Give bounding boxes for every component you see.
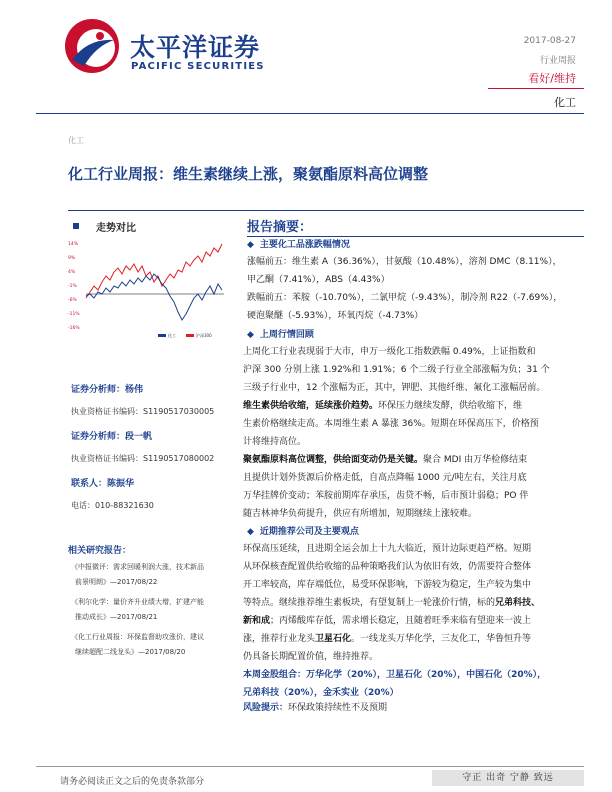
para-line: 随吉林神华负荷提升，供应有所增加，短期继续上涨较难。 <box>243 509 478 519</box>
down-line: 硬泡聚醚（-5.93%），环氧丙烷（-4.73%） <box>247 311 424 321</box>
related-item[interactable]: 《化工行业周报：环保监督助攻涨价，建议 <box>71 633 204 641</box>
para-line: 开工率较高，库存端低位，易受环保影响，下游较为稳定，生产较为集中 <box>243 580 532 590</box>
up-line: 涨幅前五：维生素 A（36.36%），甘氨酸（10.48%），溶剂 DMC（8.11%）， <box>247 257 562 267</box>
diamond-bullet-icon: ◆ <box>247 330 254 340</box>
trend-title: 走势对比 <box>96 223 136 234</box>
down-line: 跌幅前五：苯胺（-10.70%），二氯甲烷（-9.43%），制冷剂 R22（-7.69%）， <box>247 293 563 303</box>
related-item[interactable]: 前景明朗》—2017/08/22 <box>75 578 158 586</box>
tick-label: -16% <box>68 326 80 331</box>
contact-name: 联系人：陈振华 <box>71 479 135 489</box>
legend-entry: 化工 <box>168 333 176 338</box>
tick-label: 9% <box>68 256 76 261</box>
para-line: 新和成；丙烯酸库存低，需求增长稳定，且随着旺季来临有望迎来一波上 <box>243 616 532 626</box>
analyst-name: 证券分析师：杨伟 <box>71 385 144 395</box>
tick-label: 4% <box>68 270 76 275</box>
up-line: 甲乙酮（7.41%），ABS（4.43%） <box>247 275 390 285</box>
header-divider <box>36 113 584 114</box>
para-line: 沪深 300 分别上涨 1.92%和 1.91%；6 个二级子行业全部涨幅为负；31 个 <box>243 365 550 375</box>
report-type: 行业周报 <box>539 56 576 66</box>
para-line: 涨，推荐行业龙头卫星石化。一线龙头万华化学，三友化工，华鲁恒升等 <box>243 634 532 644</box>
portfolio-line: 兄弟科技（20%），金禾实业（20%） <box>243 688 399 698</box>
para-line: 等特点。继续推荐维生素板块，有望复制上一轮涨价行情，标的兄弟科技、 <box>243 598 541 608</box>
sector-label: 化工 <box>554 96 576 109</box>
portfolio-line: 本周金股组合：万华化学（20%），卫星石化（20%），中国石化（20%）， <box>243 670 547 680</box>
risk-line: 风险提示：环保政策持续性不及预期 <box>243 703 388 713</box>
tick-label: -1% <box>68 284 77 289</box>
rating-underline <box>488 88 584 89</box>
tick-label: 14% <box>68 242 79 247</box>
para-line: 生素价格继续走高。本周维生素 A 暴涨 36%。短期在环保高压下，价格预 <box>243 419 539 429</box>
section-heading: ◆ 上周行情回顾 <box>247 330 314 340</box>
related-title: 相关研究报告： <box>68 546 132 556</box>
analyst2-name: 证券分析师：段一帆 <box>71 432 153 442</box>
summary-title: 报告摘要： <box>247 220 313 235</box>
para-line: 仍具备长期配置价值，维持推荐。 <box>243 652 379 662</box>
title-divider <box>68 210 584 211</box>
section-heading: ◆ 近期推荐公司及主要观点 <box>247 527 359 537</box>
square-bullet-icon <box>73 223 79 229</box>
footer-disclaimer: 请务必阅读正文之后的免责条款部分 <box>60 777 205 787</box>
para-line: 上周化工行业表现弱于大市，申万一级化工指数跌幅 0.49%，上证指数和 <box>243 347 536 357</box>
diamond-bullet-icon: ◆ <box>247 527 254 537</box>
pacific-securities-logo-icon <box>62 16 122 76</box>
report-date: 2017-08-27 <box>523 36 576 46</box>
footer-divider <box>36 766 584 767</box>
related-item[interactable]: 《中报微评：需求回暖利润大涨，技术新品 <box>71 563 204 571</box>
para-line: 计将维持高位。 <box>243 437 307 447</box>
para-line: 从环保核查配置供给收缩的品种策略我们认为依旧有效，仍需要符合整体 <box>243 562 532 572</box>
para-line: 环保高压延续，且进期全运会加上十九大临近，预计边际更趋严格。短期 <box>243 544 532 554</box>
related-item[interactable]: 推动成长》—2017/08/21 <box>75 613 158 621</box>
brand-name-en: PACIFIC SECURITIES <box>131 61 265 72</box>
para-line: 维生素供给收缩，延续涨价趋势。环保压力继续发酵，供给收缩下，维 <box>243 401 523 411</box>
legend-entry: 沪深300 <box>196 333 212 338</box>
related-item[interactable]: 继续超配二线龙头》—2017/08/20 <box>75 648 186 656</box>
contact-phone: 电话：010-88321630 <box>71 501 154 510</box>
analyst2-cert: 执业资格证书编码：S1190517080002 <box>71 454 215 463</box>
para-line: 且提供计划外货源后价格走低，自高点降幅 1000 元/吨左右，关注月底 <box>243 473 527 483</box>
section-heading: ◆ 主要化工品涨跌幅情况 <box>247 240 350 250</box>
diamond-bullet-icon: ◆ <box>247 240 254 250</box>
trend-chart <box>64 236 228 340</box>
footer-motto: 守正 出奇 宁静 致远 <box>432 770 584 786</box>
rating: 看好/维持 <box>528 72 576 85</box>
page-title: 化工行业周报：维生素继续上涨，聚氨酯原料高位调整 <box>68 165 429 183</box>
brand-name-cn: 太平洋证券 <box>130 33 261 62</box>
para-line: 万华挂牌价变动；苯胺前期库存承压，齿贷不畅，后市预计弱稳；PO 伴 <box>243 491 529 501</box>
analyst-cert: 执业资格证书编码：S1190517030005 <box>71 407 215 416</box>
tick-label: -11% <box>68 312 80 317</box>
para-line: 三级子行业中，12 个涨幅为正，其中，钾肥、其他纤维、氟化工涨幅居前。 <box>243 383 546 393</box>
para-line: 聚氨酯原料高位调整，供给面变动仍是关键。聚合 MDI 由万华检修结束 <box>243 455 528 465</box>
related-item[interactable]: 《利尔化学：量价齐升业绩大增，扩建产能 <box>71 598 204 606</box>
sector-breadcrumb: 化工 <box>68 136 84 145</box>
series-line-chemical <box>86 244 222 298</box>
tick-label: -6% <box>68 298 77 303</box>
